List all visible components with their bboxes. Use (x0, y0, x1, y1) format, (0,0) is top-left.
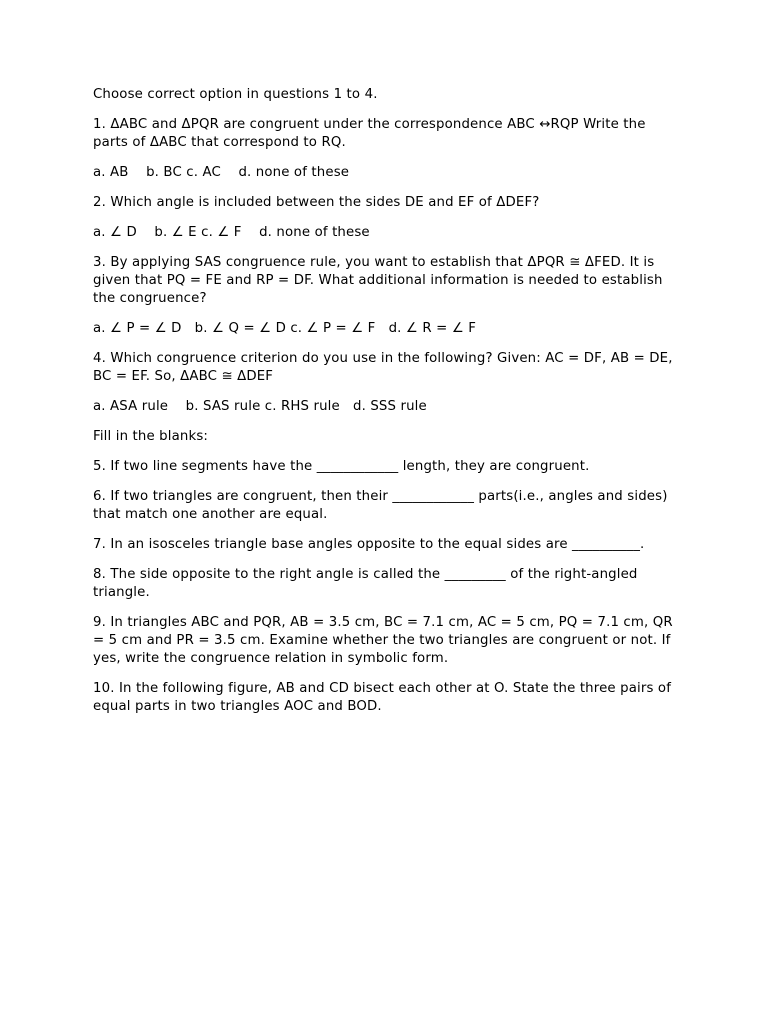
worksheet-page (93, 86, 683, 728)
question-1-options: a. AB b. BC c. AC d. none of these (93, 165, 350, 180)
fill-blanks-heading: Fill in the blanks: (93, 429, 209, 444)
question-3: 3. By applying SAS congruence rule, you want to establish that ΔPQR ≅ ΔFED. It is given that PQ = FE and RP = DF. What additional information is needed to establish the congruence? (93, 255, 667, 306)
instructions-heading: Choose correct option in questions 1 to 4. (93, 87, 378, 102)
question-2: 2. Which angle is included between the sides DE and EF of ΔDEF? (93, 195, 540, 210)
question-8: 8. The side opposite to the right angle is called the _________ of the right-angled triangle. (93, 567, 642, 600)
question-3-options: a. ∠ P = ∠ D b. ∠ Q = ∠ D c. ∠ P = ∠ F d. ∠ R = ∠ F (93, 321, 477, 336)
question-10: 10. In the following figure, AB and CD bisect each other at O. State the three pairs of equal parts in two triangles AOC and BOD. (93, 681, 676, 714)
question-5: 5. If two line segments have the ____________ length, they are congruent. (93, 459, 590, 474)
question-7: 7. In an isosceles triangle base angles opposite to the equal sides are __________. (93, 537, 645, 552)
question-2-options: a. ∠ D b. ∠ E c. ∠ F d. none of these (93, 225, 370, 240)
question-4: 4. Which congruence criterion do you use in the following? Given: AC = DF, AB = DE, BC = EF. So, ΔABC ≅ ΔDEF (93, 351, 677, 384)
question-4-options: a. ASA rule b. SAS rule c. RHS rule d. SSS rule (93, 399, 427, 414)
question-1: 1. ΔABC and ΔPQR are congruent under the correspondence ABC ↔RQP Write the parts of ΔABC that correspond to RQ. (93, 117, 650, 150)
question-6: 6. If two triangles are congruent, then their ____________ parts(i.e., angles and sides) that match one another are equal. (93, 489, 672, 522)
question-9: 9. In triangles ABC and PQR, AB = 3.5 cm, BC = 7.1 cm, AC = 5 cm, PQ = 7.1 cm, QR = 5 cm and PR = 3.5 cm. Examine whether the two triangles are congruent or not. If yes, write the congruence relation in symbolic form. (93, 615, 678, 666)
